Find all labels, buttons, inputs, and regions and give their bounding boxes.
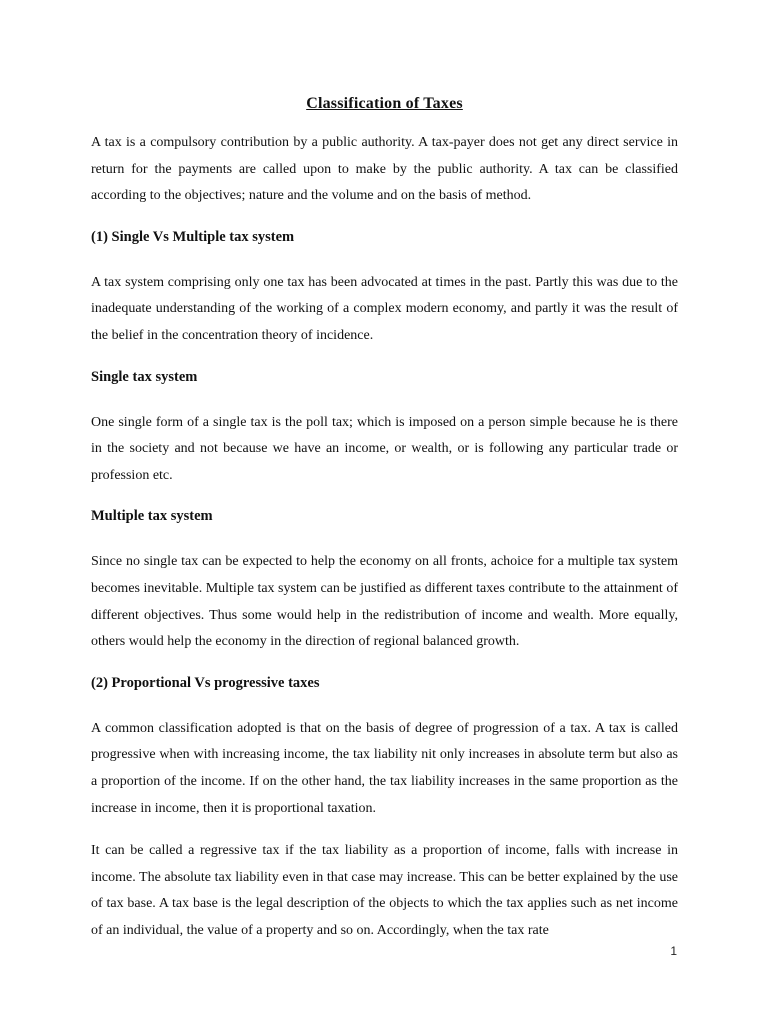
document-body — [91, 92, 678, 944]
section-heading-multiple-tax: Multiple tax system — [91, 508, 213, 525]
document-title: Classification of Taxes — [306, 95, 463, 112]
section-heading-single-tax: Single tax system — [91, 368, 198, 385]
section-heading-proportional-progressive: (2) Proportional Vs progressive taxes — [91, 674, 320, 691]
section-heading-single-vs-multiple: (1) Single Vs Multiple tax system — [91, 228, 295, 245]
section-paragraph-proportional-progressive: A common classification adopted is that on the basis of degree of progression of a tax. A tax is called progressive when with increasing income, the tax liability nit only increases in absolute term but also as a proportion of the income. If on the other hand, the tax liability increases in the same proportion as the increase in income, then it is proportional taxation. — [91, 720, 678, 816]
page-number: 1 — [670, 944, 677, 958]
section-paragraph-single-vs-multiple: A tax system comprising only one tax has been advocated at times in the past. Partly this was due to the inadequate understanding of the working of a complex modern economy, and partly it was the result of the belief in the concentration theory of incidence. — [91, 274, 678, 343]
section-paragraph-regressive: It can be called a regressive tax if the tax liability as a proportion of income, falls with increase in income. The absolute tax liability even in that case may increase. This can be better explained by the use of tax base. A tax base is the legal description of the objects to which the tax applies such as net income of an individual, the value of a property and so on. Accordingly, when the tax rate — [91, 843, 678, 938]
intro-paragraph: A tax is a compulsory contribution by a public authority. A tax-payer does not get any direct service in return for the payments are called upon to make by the public authority. A tax can be classified according to the objectives; nature and the volume and on the basis of method. — [91, 135, 678, 204]
section-paragraph-multiple-tax: Since no single tax can be expected to help the economy on all fronts, achoice for a multiple tax system becomes inevitable. Multiple tax system can be justified as different taxes contribute to the attainment of different objectives. Thus some would help in the redistribution of income and wealth. More equally, others would help the economy in the direction of regional balanced growth. — [91, 554, 678, 650]
section-paragraph-single-tax: One single form of a single tax is the poll tax; which is imposed on a person simple because he is there in the society and not because we have an income, or wealth, or is following any particular trade or profession etc. — [91, 414, 678, 483]
